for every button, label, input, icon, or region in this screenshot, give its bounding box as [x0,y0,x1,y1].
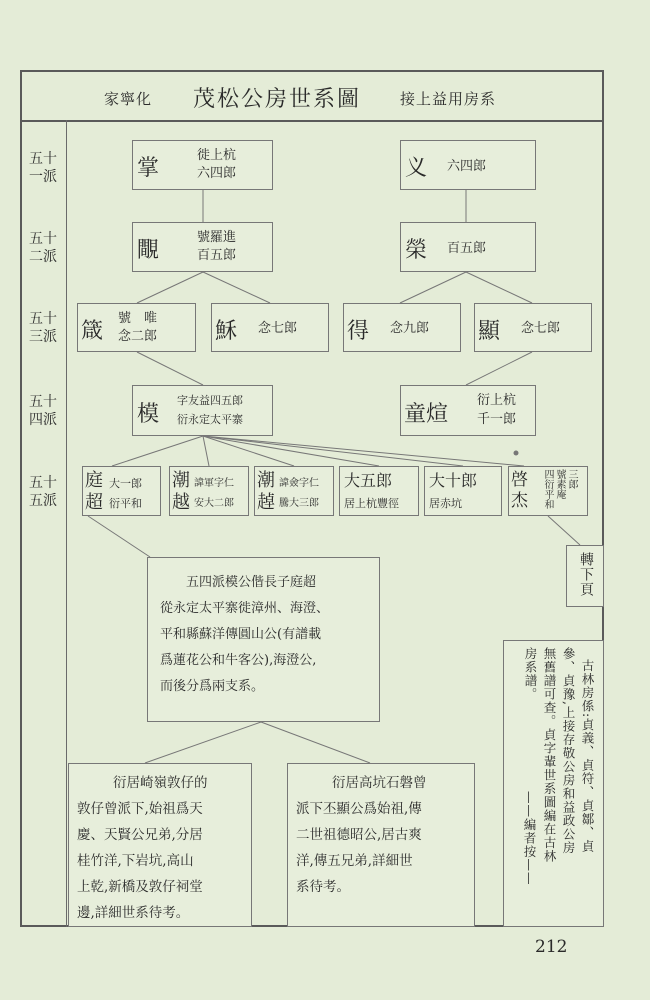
note-side-text: 古林房係:貞義、貞符、貞鄒、貞 參、貞豫,上接存敬公房和益政公房 無舊譜可查。貞字輩世系圖編在古林 房系譜。 [523,647,595,863]
node-de-note: 念九郎 [390,321,430,336]
node-tingchao-line2: 衍平和 [109,497,142,510]
note-middle-text: 衍居高坑石磐曾 派下丕顯公爲始祖,傳 二世祖德昭公,居古爽 洋,傳五兄弟,詳細世 系待考。 [296,775,427,895]
node-zhang-name: 掌 [137,156,160,181]
node-yi [400,140,536,190]
node-dawulang [339,466,419,516]
node-mo-line1: 字友益四五郎 [177,394,243,407]
generation-label-52: 五十 二派 [29,231,57,265]
node-dashilang [424,466,502,516]
node-tingchao-name1: 庭 [85,470,103,491]
node-xian-name: 顯 [478,319,501,344]
node-tongxuan [400,385,536,436]
node-mo-line2: 衍永定太平寨 [177,413,243,426]
page-title: 茂松公房世系圖 [193,87,362,112]
note-side-box [503,640,604,927]
node-zhen-name: 箴 [81,319,104,344]
node-chaoyue [169,466,249,516]
node-su [211,303,329,352]
node-yi-name: 义 [405,156,428,181]
turn-page-label: 轉下頁 [578,552,594,597]
header-left-note: 家寧化 [104,90,153,108]
node-tongxuan-line1: 衍上杭 [477,393,517,408]
note-middle-box [287,763,475,927]
node-yi-note: 六四郎 [447,159,487,174]
node-jian-line2: 百五郎 [197,248,237,263]
node-tingchao-line1: 大一郎 [109,477,142,490]
node-qijie-name1: 啓 [511,470,528,490]
node-mo [132,385,273,436]
node-dawulang-note: 居上杭豐徑 [344,497,399,510]
node-zhang-line1: 徙上杭 [197,148,237,163]
note-left-box [68,763,252,927]
note-center-text: 五四派模公偕長子庭超 從永定太平寨徙漳州、海澄、 平和縣蘇洋傳圓山公(有譜載 爲蓮花公和牛客公),海澄公, 而後分爲兩支系。 [160,575,330,694]
node-xian [474,303,592,352]
node-rong [400,222,536,272]
node-jian-line1: 號羅進 [197,230,237,245]
node-qijie-name2: 杰 [511,491,528,511]
generation-label-51: 五十 一派 [29,151,57,185]
page-number: 212 [535,937,568,957]
node-qijie-col3: 四衍平和 [542,469,553,509]
node-chaoyue-line2: 安大二郎 [194,498,234,509]
node-tongxuan-name: 童煊 [404,402,449,427]
node-dashilang-name: 大十郎 [429,471,478,490]
node-qijie-col1: 三郎 [566,469,577,489]
node-chaochao-line2: 騰大三郎 [279,498,319,509]
generation-label-54: 五十 四派 [29,394,57,428]
node-de [343,303,461,352]
node-dashilang-note: 居赤坑 [429,497,462,510]
node-de-name: 得 [347,319,370,344]
node-zhen-line2: 念二郎 [118,329,158,344]
node-chaoyue-name2: 越 [172,492,190,513]
node-qijie-col2: 號素庵 [554,469,565,499]
node-xian-note: 念七郎 [521,321,561,336]
generation-label-53: 五十 三派 [29,311,57,345]
node-chaoyue-line1: 諱軍字仁 [194,478,234,489]
node-rong-name: 榮 [405,238,428,263]
node-mo-name: 模 [137,402,160,427]
node-tingchao-name2: 超 [85,492,103,513]
generation-label-55: 五十 五派 [29,475,57,509]
node-dawulang-name: 大五郎 [344,471,393,490]
node-tongxuan-line2: 千一郎 [477,412,517,427]
node-tingchao [82,466,161,516]
node-su-name: 穌 [215,319,238,344]
node-chaoyue-name1: 潮 [172,470,190,491]
node-su-note: 念七郎 [258,321,298,336]
node-rong-note: 百五郎 [447,241,487,256]
node-qijie [508,466,588,516]
node-jian [132,222,273,272]
editor-signoff: ——編者按—— [522,791,537,886]
node-zhen-line1: 號 唯 [118,311,158,326]
note-center-box [147,557,380,722]
node-chaochao-name2: 趠 [257,492,275,513]
node-jian-name: 覸 [137,238,160,263]
node-zhang-line2: 六四郎 [197,166,237,181]
node-chaochao [254,466,334,516]
note-left-text: 衍居崎嶺敦仔的 敦仔曾派下,始祖爲天 慶、天賢公兄弟,分居 桂竹洋,下岩坑,高山 上乾,新橋及敦仔祠堂 邊,詳細世系待考。 [77,775,208,921]
header-right-note: 接上益用房系 [400,90,497,108]
turn-page-box [566,545,604,607]
node-chaochao-name1: 潮 [257,470,275,491]
node-chaochao-line1: 諱僉字仁 [279,478,319,489]
node-zhang [132,140,273,190]
node-zhen [77,303,196,352]
